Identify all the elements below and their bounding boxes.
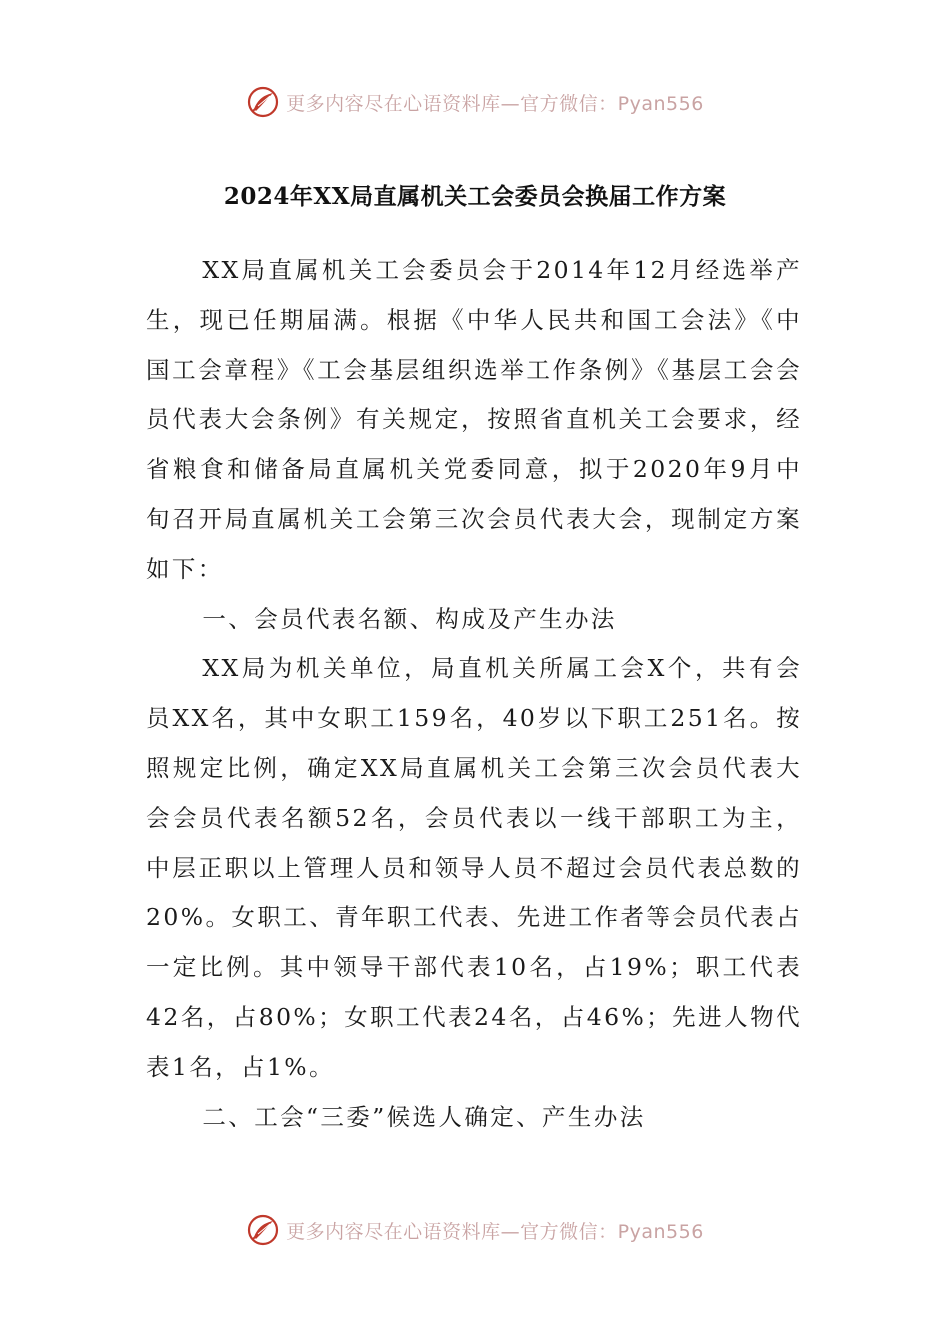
watermark-text-top: 更多内容尽在心语资料库—官方微信：Pyan556: [286, 92, 704, 115]
paragraph-section-1: XX局为机关单位，局直机关所属工会X个，共有会员XX名，其中女职工159名，40岁以下职工251名。按照规定比例，确定XX局直属机关工会第三次会员代表大会会员代表名额52名，会员代表以一线干部职工为主，中层正职以上管理人员和领导人员不超过会员代表总数的20%。女职工、青年职工代表、先进工作者等会员代表占一定比例。其中领导干部代表10名，占19%；职工代表42名，占80%；女职工代表24名，占46%；先进人物代表1名，占1%。: [146, 654, 802, 1081]
watermark-text-bottom: 更多内容尽在心语资料库—官方微信：Pyan556: [286, 1220, 704, 1243]
section-heading-1: 一、会员代表名额、构成及产生办法: [202, 604, 617, 633]
watermark-banner-top: [0, 82, 950, 122]
document-title: 2024年XX局直属机关工会委员会换届工作方案: [223, 183, 727, 210]
watermark-banner-bottom: [0, 1210, 950, 1250]
pen-logo-icon: [246, 85, 280, 119]
document-body: [146, 246, 802, 1142]
pen-logo-icon: [246, 1213, 280, 1247]
section-heading-2: 二、工会“三委”候选人确定、产生办法: [202, 1102, 646, 1131]
paragraph-intro: XX局直属机关工会委员会于2014年12月经选举产生，现已任期届满。根据《中华人民共和国工会法》《中国工会章程》《工会基层组织选举工作条例》《基层工会会员代表大会条例》有关规定，按照省直机关工会要求，经省粮食和储备局直属机关党委同意，拟于2020年9月中旬召开局直属机关工会第三次会员代表大会，现制定方案如下：: [146, 256, 802, 583]
